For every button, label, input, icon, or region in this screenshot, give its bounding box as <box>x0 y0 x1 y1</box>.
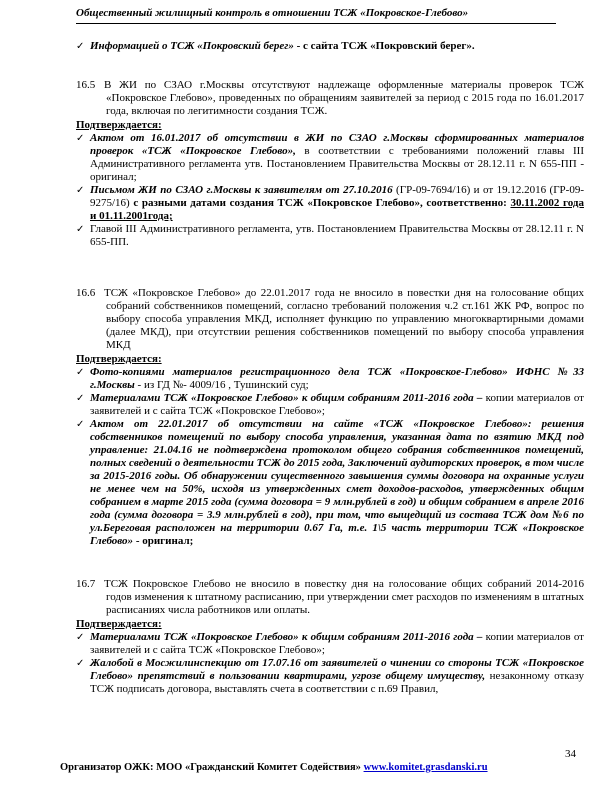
footer-website-link[interactable]: www.komitet.grasdanski.ru <box>363 762 488 773</box>
check-icon: ✓ <box>76 367 85 378</box>
list-item: ✓ Актом от 16.01.2017 об отсутствии в ЖИ по СЗАО г.Москвы сформированных материалов проверок «ТСЖ «Покровское Глебово», в соответствии с требованиями положений главы III Административного регламента утв. Постановлением Правительства Москвы от 28.12.11 г. N 655-ПП - оригинал; <box>76 132 584 183</box>
section-16-6 <box>76 287 584 548</box>
list-item: ✓ Актом от 22.01.2017 об отсутствии на сайте «ТСЖ «Покровское Глебово»: решения собственников помещений по выбору способа управления, указанная дата по взятию МКД под управление: 21.04.16 не подтверждена протоколом общего собрания собственников помещений, полных сведений о деятельности ТСЖ до 2015 года, Заключений аудиторских проверок, в том числе за 2015-2016 годы. Об обнаружении существенного завышения суммы договора на охранные услуги не менее чем на 50%, исходя из утвержденных смет доходов-расходов, утвержденных общим собранием в марте 2015 года (сумма договора = 9 млн.рублей в год) и общим собранием в апреле 2016 года (сумма договора = 3.9 млн.рублей в год), при том, что выщедщий из состава ТСЖ дом №6 по ул.Береговая расположен на территории 0.67 Га, т.е. 1\5 часть территории ТСЖ «Покровское Глебово» - оригинал; <box>76 418 584 547</box>
list-item: ✓ Материалами ТСЖ «Покровское Глебово» к общим собраниям 2011-2016 года – копии материалов от заявителей и с сайта ТСЖ «Покровское Глебово»; <box>76 392 584 417</box>
list-item: ✓ Главой III Административного регламента, утв. Постановлением Правительства Москвы от 28.12.11 г. N 655-ПП. <box>76 223 584 248</box>
page-footer <box>60 762 580 773</box>
evidence-list <box>76 631 584 696</box>
page-content <box>76 40 584 696</box>
check-icon: ✓ <box>76 393 85 404</box>
section-paragraph: 16.6 ТСЖ «Покровское Глебово» до 22.01.2017 года не вносило в повестки дня на голосование общих собраний собственников помещений, согласно требований положения ч.2 ст.161 ЖК РФ, вопрос по выбору способа управления МКД, исполняет функцию по управлению многоквартирными домами (далее МКД), при отсутствии решения собственников помещений по выбору способа управления МКД <box>76 287 584 351</box>
section-paragraph: 16.5 В ЖИ по СЗАО г.Москвы отсутствуют надлежаще оформленные материалы проверок ТСЖ «Покровское Глебово», проведенных по обращениям заявителей за период с 2015 года по 16.01.2017 года, включая по легитимности создания ТСЖ. <box>76 79 584 117</box>
confirm-heading: Подтверждается: <box>76 353 162 365</box>
list-item: ✓ Материалами ТСЖ «Покровское Глебово» к общим собраниям 2011-2016 года – копии материалов от заявителей и с сайта ТСЖ «Покровское Глебово»; <box>76 631 584 656</box>
intro-list <box>76 40 584 53</box>
check-icon: ✓ <box>76 419 85 430</box>
confirm-heading: Подтверждается: <box>76 618 162 630</box>
check-icon: ✓ <box>76 185 85 196</box>
check-icon: ✓ <box>76 632 85 643</box>
list-item: ✓ Жалобой в Мосжилинспекцию от 17.07.16 от заявителей о чинении со стороны ТСЖ «Покровское Глебово» препятствий в пользовании квартирами, угрозе общему имуществу, незаконному отказу ТСЖ подписать договора, выставлять счета в соответствии с п.69 Правил, <box>76 657 584 695</box>
check-icon: ✓ <box>76 658 85 669</box>
section-paragraph: 16.7 ТСЖ Покровское Глебово не вносило в повестку дня на голосование общих собраний 2014-2016 годов изменения к штатному расписанию, при утверждении смет расходов по изменениям в штатных расписаниях числа работников или оплаты. <box>76 578 584 616</box>
check-icon: ✓ <box>76 133 85 144</box>
list-item: ✓ Письмом ЖИ по СЗАО г.Москвы к заявителям от 27.10.2016 (ГР-09-7694/16) и от 19.12.2016 (ГР-09-9275/16) с разными датами создания ТСЖ «Покровское Глебово», соответственно: 30.11.2002 года и 01.11.2001года; <box>76 184 585 222</box>
check-icon: ✓ <box>76 224 85 235</box>
section-16-7 <box>76 578 584 696</box>
list-item: ✓ Фото-копиями материалов регистрационного дела ТСЖ «Покровское-Глебово» ИФНС №33 г.Москвы - из ГД №- 4009/16 , Тушинский суд; <box>76 366 584 391</box>
page-header: Общественный жилищный контроль в отношении ТСЖ «Покровское-Глебово» <box>76 6 556 24</box>
check-icon: ✓ <box>76 41 85 52</box>
evidence-list <box>76 132 584 249</box>
page-number: 34 <box>565 748 576 760</box>
footer-organizer: Организатор ОЖК: МОО «Гражданский Комитет Содействия» <box>60 762 361 773</box>
evidence-list <box>76 366 584 548</box>
list-item: ✓ Информацией о ТСЖ «Покровский берег» - с сайта ТСЖ «Покровский берег». <box>76 40 475 52</box>
section-16-5 <box>76 79 584 249</box>
confirm-heading: Подтверждается: <box>76 119 162 131</box>
